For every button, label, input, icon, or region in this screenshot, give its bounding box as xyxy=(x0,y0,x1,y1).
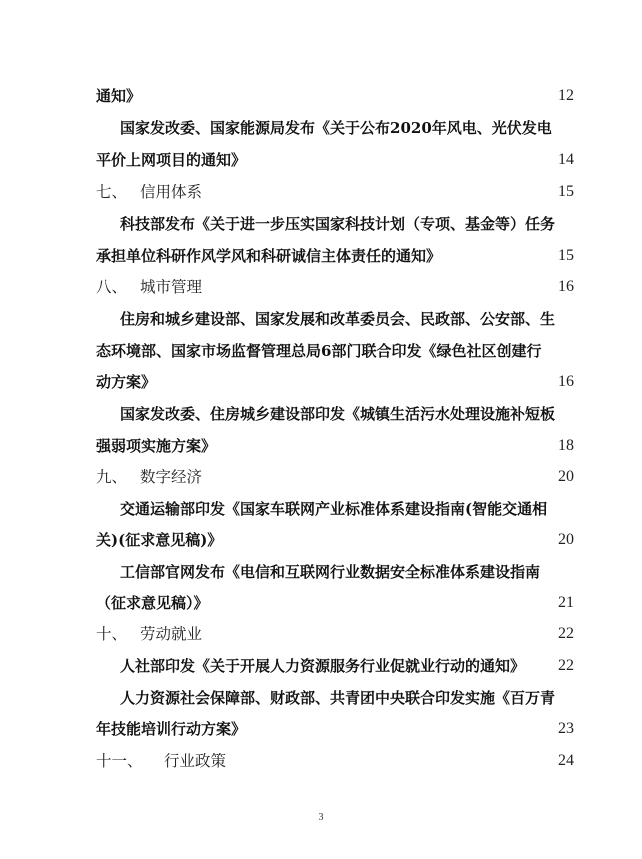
toc-section-11 xyxy=(96,747,574,775)
toc-page-number: 23 xyxy=(558,720,574,737)
toc-entry-green-line3 xyxy=(96,368,574,396)
toc-entry-green-line1 xyxy=(120,305,574,333)
toc-page-number: 20 xyxy=(558,468,574,485)
toc-entry-text: 承担单位科研作风学风和科研诚信主体责任的通知》 xyxy=(96,247,442,265)
section-number: 十、 xyxy=(96,625,128,643)
toc-entry-text: 人社部印发《关于开展人力资源服务行业促就业行动的通知》 xyxy=(120,657,526,675)
toc-section-7 xyxy=(96,178,574,206)
toc-entry-green-line2 xyxy=(96,337,574,365)
toc-entry-text: 工信部官网发布《电信和互联网行业数据安全标准体系建设指南 xyxy=(120,563,541,581)
toc-entry-text: 国家发改委、国家能源局发布《关于公布2020年风电、光伏发电 xyxy=(120,119,552,137)
toc-page-number: 15 xyxy=(558,247,574,264)
toc-entry-fgw-wind-line1 xyxy=(120,114,574,142)
toc-page-number: 16 xyxy=(558,373,574,390)
toc-entry-text: 科技部发布《关于进一步压实国家科技计划（专项、基金等）任务 xyxy=(120,215,556,233)
toc-entry-text: 交通运输部印发《国家车联网产业标准体系建设指南(智能交通相 xyxy=(120,500,548,518)
toc-entry-text: （征求意见稿）》 xyxy=(96,594,209,612)
toc-page-number: 21 xyxy=(558,594,574,611)
toc-entry-sewage-line2 xyxy=(96,432,574,460)
toc-entry-v2x-line1 xyxy=(120,495,574,523)
section-number: 九、 xyxy=(96,468,128,486)
section-title: 信用体系 xyxy=(140,183,203,201)
toc-entry-youth-line2 xyxy=(96,715,574,743)
toc-entry-telecom-line2 xyxy=(96,589,574,617)
section-number: 七、 xyxy=(96,183,128,201)
toc-page-number: 20 xyxy=(558,531,574,548)
toc-section-10 xyxy=(96,620,574,648)
toc-page-number: 16 xyxy=(558,278,574,295)
toc-entry-most-line2 xyxy=(96,242,574,270)
toc-page-number: 18 xyxy=(558,437,574,454)
toc-entry-text: 强弱项实施方案》 xyxy=(96,437,217,455)
section-number: 十一、 xyxy=(96,752,143,770)
toc-entry-text: 通知》 xyxy=(96,87,142,105)
page-footer-number: 3 xyxy=(318,812,324,823)
toc-entry-telecom-line1 xyxy=(120,558,574,586)
section-title: 数字经济 xyxy=(140,468,203,486)
toc-entry-text: 住房和城乡建设部、国家发展和改革委员会、民政部、公安部、生 xyxy=(120,310,556,328)
toc-entry-text: 平价上网项目的通知》 xyxy=(96,151,247,169)
section-title: 行业政策 xyxy=(164,752,227,770)
toc-section-8 xyxy=(96,273,574,301)
toc-entry-fgw-wind-line2 xyxy=(96,146,574,174)
toc-entry-text: 人力资源社会保障部、财政部、共青团中央联合印发实施《百万青 xyxy=(120,689,556,707)
toc-page-number: 14 xyxy=(558,151,574,168)
toc-entry-youth-line1 xyxy=(120,684,574,712)
toc-entry-most-line1 xyxy=(120,210,574,238)
toc-entry-text: 关)(征求意见稿)》 xyxy=(96,531,223,549)
toc-page-number: 12 xyxy=(558,87,574,104)
toc-entry-text: 动方案》 xyxy=(96,373,157,391)
section-title: 劳动就业 xyxy=(140,625,203,643)
toc-page-number: 22 xyxy=(558,657,574,674)
toc-entry-continuation xyxy=(96,82,574,110)
toc-entry-text: 态环境部、国家市场监督管理总局6部门联合印发《绿色社区创建行 xyxy=(96,342,542,360)
toc-section-9 xyxy=(96,463,574,491)
toc-entry-sewage-line1 xyxy=(120,400,574,428)
toc-entry-hr xyxy=(120,652,574,680)
section-number: 八、 xyxy=(96,278,128,296)
toc-entry-text: 国家发改委、住房城乡建设部印发《城镇生活污水处理设施补短板 xyxy=(120,405,556,423)
toc-page-number: 15 xyxy=(558,183,574,200)
toc-entry-v2x-line2 xyxy=(96,526,574,554)
section-title: 城市管理 xyxy=(140,278,203,296)
toc-page-number: 22 xyxy=(558,625,574,642)
toc-page-number: 24 xyxy=(558,752,574,769)
toc-entry-text: 年技能培训行动方案》 xyxy=(96,720,247,738)
